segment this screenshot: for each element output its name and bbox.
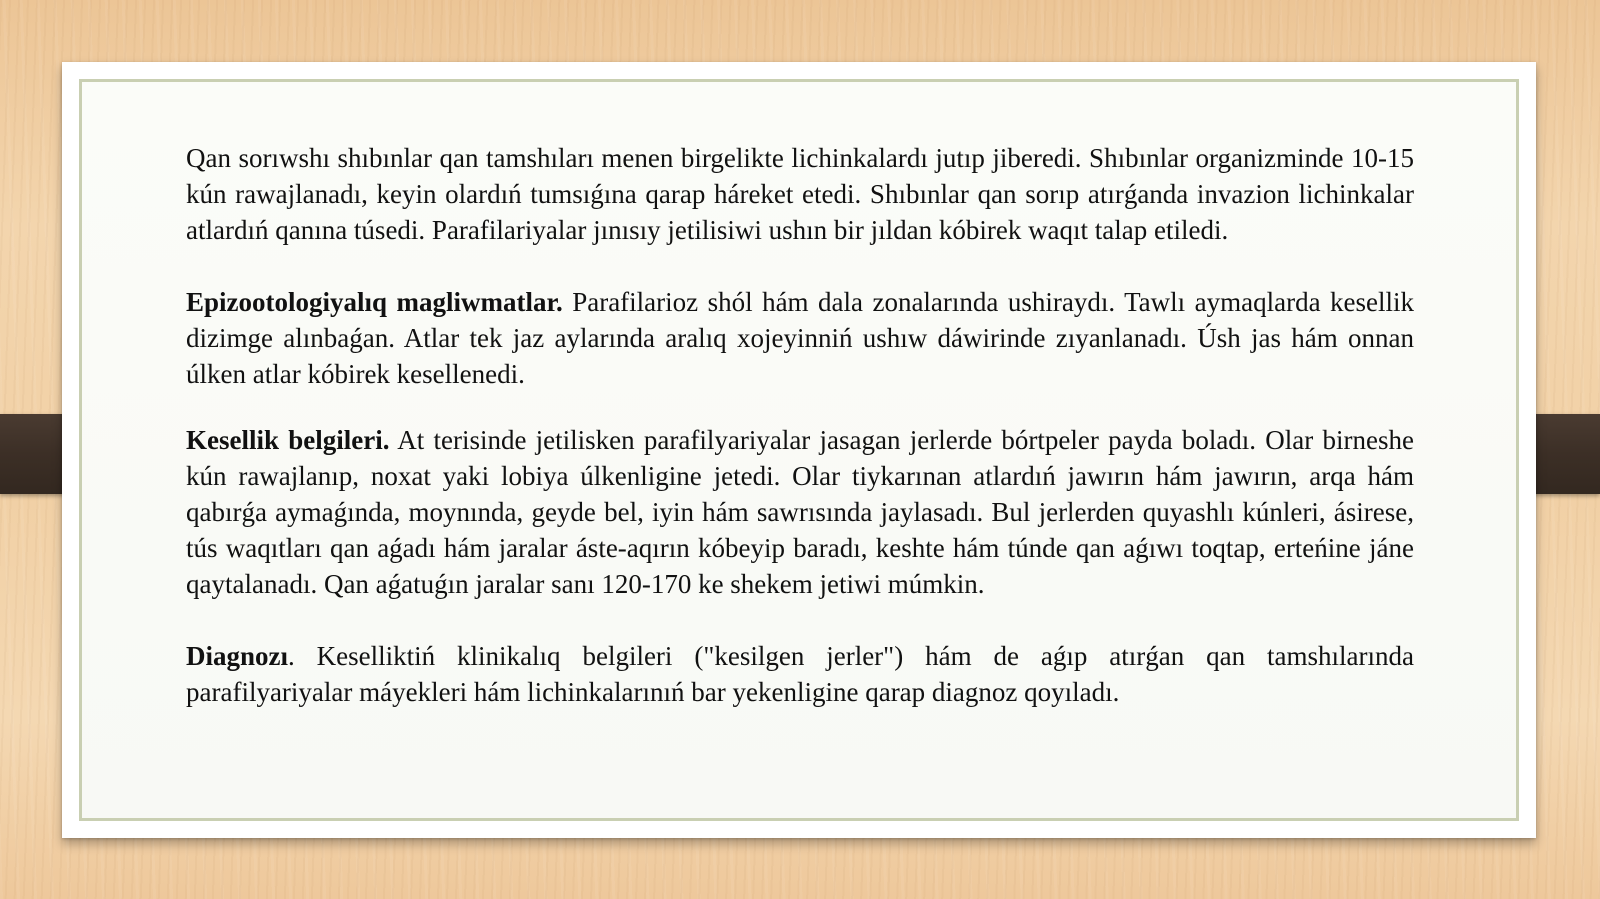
slide-card xyxy=(62,62,1536,838)
paragraph-symptoms xyxy=(186,422,1414,602)
paragraph-epizootology-heading: Epizootologiyalıq magliwmatlar. xyxy=(186,287,563,317)
paragraph-life-cycle xyxy=(186,140,1414,248)
paragraph-epizootology-text: Parafilarioz shól hám dala zonalarında ushiraydı. Tawlı aymaqlarda kesellik dizimge alınbaǵan. Atlar tek jaz aylarında aralıq xojeyinniń ushıw dáwirinde zıyanlanadı. Úsh jas hám onnan úlken atlar kóbirek kesellenedi. xyxy=(186,287,1414,389)
paragraph-symptoms-heading: Kesellik belgileri. xyxy=(186,425,390,455)
slide-text-body xyxy=(186,140,1414,746)
paragraph-diagnosis-text: . Keselliktiń klinikalıq belgileri ("kesilgen jerler") hám de aǵıp atırǵan qan tamshılarında parafilyariyalar máyekleri hám lichinkalarınıń bar yekenligine qarap diagnoz qoyıladı. xyxy=(186,641,1414,707)
paragraph-life-cycle-text: Qan sorıwshı shıbınlar qan tamshıları menen birgelikte lichinkalardı jutıp jiberedi. Shıbınlar organizminde 10-15 kún rawajlanadı, keyin olardıń tumsıǵına qarap háreket etedi. Shıbınlar qan sorıp atırǵanda invazion lichinkalar atlardıń qanına túsedi. Parafilariyalar jınısıy jetilisiwi ushın bir jıldan kóbirek waqıt talap etiledi. xyxy=(186,143,1414,245)
paragraph-epizootology xyxy=(186,284,1414,392)
paragraph-symptoms-text: At terisinde jetilisken parafilyariyalar jasagan jerlerde bórtpeler payda boladı. Olar birneshe kún rawajlanıp, noxat yaki lobiya úlkenligine jetedi. Olar tiykarınan atlardıń jawırın hám jawırın, arqa hám qabırǵa aymaǵında, moynında, geyde bel, iyin hám sawrısında jaylasadı. Bul jerlerden quyashlı kúnleri, ásirese, tús waqıtları qan aǵadı hám jaralar áste-aqırın kóbeyip baradı, keshte hám túnde qan aǵıwı toqtap, erteńine jáne qaytalanadı. Qan aǵatuǵın jaralar sanı 120-170 ke shekem jetiwi múmkin. xyxy=(186,425,1414,599)
paragraph-diagnosis xyxy=(186,638,1414,710)
paragraph-diagnosis-heading: Diagnozı xyxy=(186,641,289,671)
